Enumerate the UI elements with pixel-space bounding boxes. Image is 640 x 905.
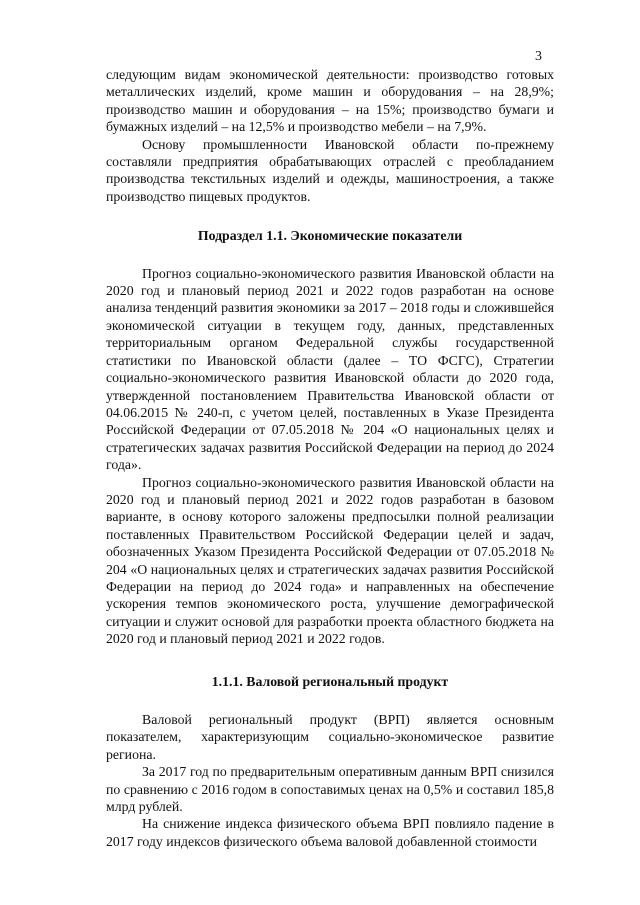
document-body [106, 66, 554, 850]
paragraph-forecast-base-variant: Прогноз социально-экономического развития Ивановской области на 2020 год и плановый период 2021 и 2022 годов разработан в базовом варианте, в основу которого заложены предпосылки полной реализации поставленных Правительством Российской Федерации целей и задач, обозначенных Указом Президента Российской Федерации от 07.05.2018 № 204 «О национальных целях и стратегических задачах развития Российской Федерации на период до 2024 года» и направленных на обеспечение ускорения темпов экономического роста, улучшение демографической ситуации и служит основой для разработки проекта областного бюджета на 2020 год и плановый период 2021 и 2022 годов. [106, 474, 554, 647]
page-number: 3 [535, 49, 542, 64]
paragraph-grp-decline: На снижение индекса физического объема ВРП повлияло падение в 2017 году индексов физического объема валовой добавленной стоимости [106, 816, 554, 849]
section-heading-economic-indicators: Подраздел 1.1. Экономические показатели [197, 228, 463, 244]
paragraph-industry-basis: Основу промышленности Ивановской области по-прежнему составляли предприятия обрабатывающих отраслей с преобладанием производства текстильных изделий и одежды, машиностроения, а также производство пищевых продуктов. [106, 136, 554, 204]
paragraph-forecast-basis: Прогноз социально-экономического развития Ивановской области на 2020 год и плановый период 2021 и 2022 годов разработан на основе анализа тенденций развития экономики за 2017 – 2018 годы и сложившейся экономической ситуации в текущем году, данных, представленных территориальным органом Федеральной службы государственной статистики по Ивановской области (далее – ТО ФСГС), Стратегии социально-экономического развития Ивановской области до 2020 года, утвержденной постановлением Правительства Ивановской области от 04.06.2015 № 240-п, с учетом целей, поставленных в Указе Президента Российской Федерации от 07.05.2018 № 204 «О национальных целях и стратегических задачах развития Российской Федерации на период до 2024 года». [106, 265, 554, 473]
paragraph-grp-2017: За 2017 год по предварительным оперативным данным ВРП снизился по сравнению с 2016 годом в сопоставимых ценах на 0,5% и составил 185,8 млрд рублей. [106, 764, 554, 815]
paragraph-grp-definition: Валовой региональный продукт (ВРП) является основным показателем, характеризующим социально-экономическое развитие региона. [106, 712, 554, 762]
paragraph-production-types: следующим видам экономической деятельности: производство готовых металлических изделий, кроме машин и оборудования – на 28,9%; производство машин и оборудования – на 15%; производство бумаги и бумажных изделий – на 12,5% и производство мебели – на 7,9%. [106, 67, 554, 135]
section-heading-grp: 1.1.1. Валовой региональный продукт [211, 673, 449, 689]
